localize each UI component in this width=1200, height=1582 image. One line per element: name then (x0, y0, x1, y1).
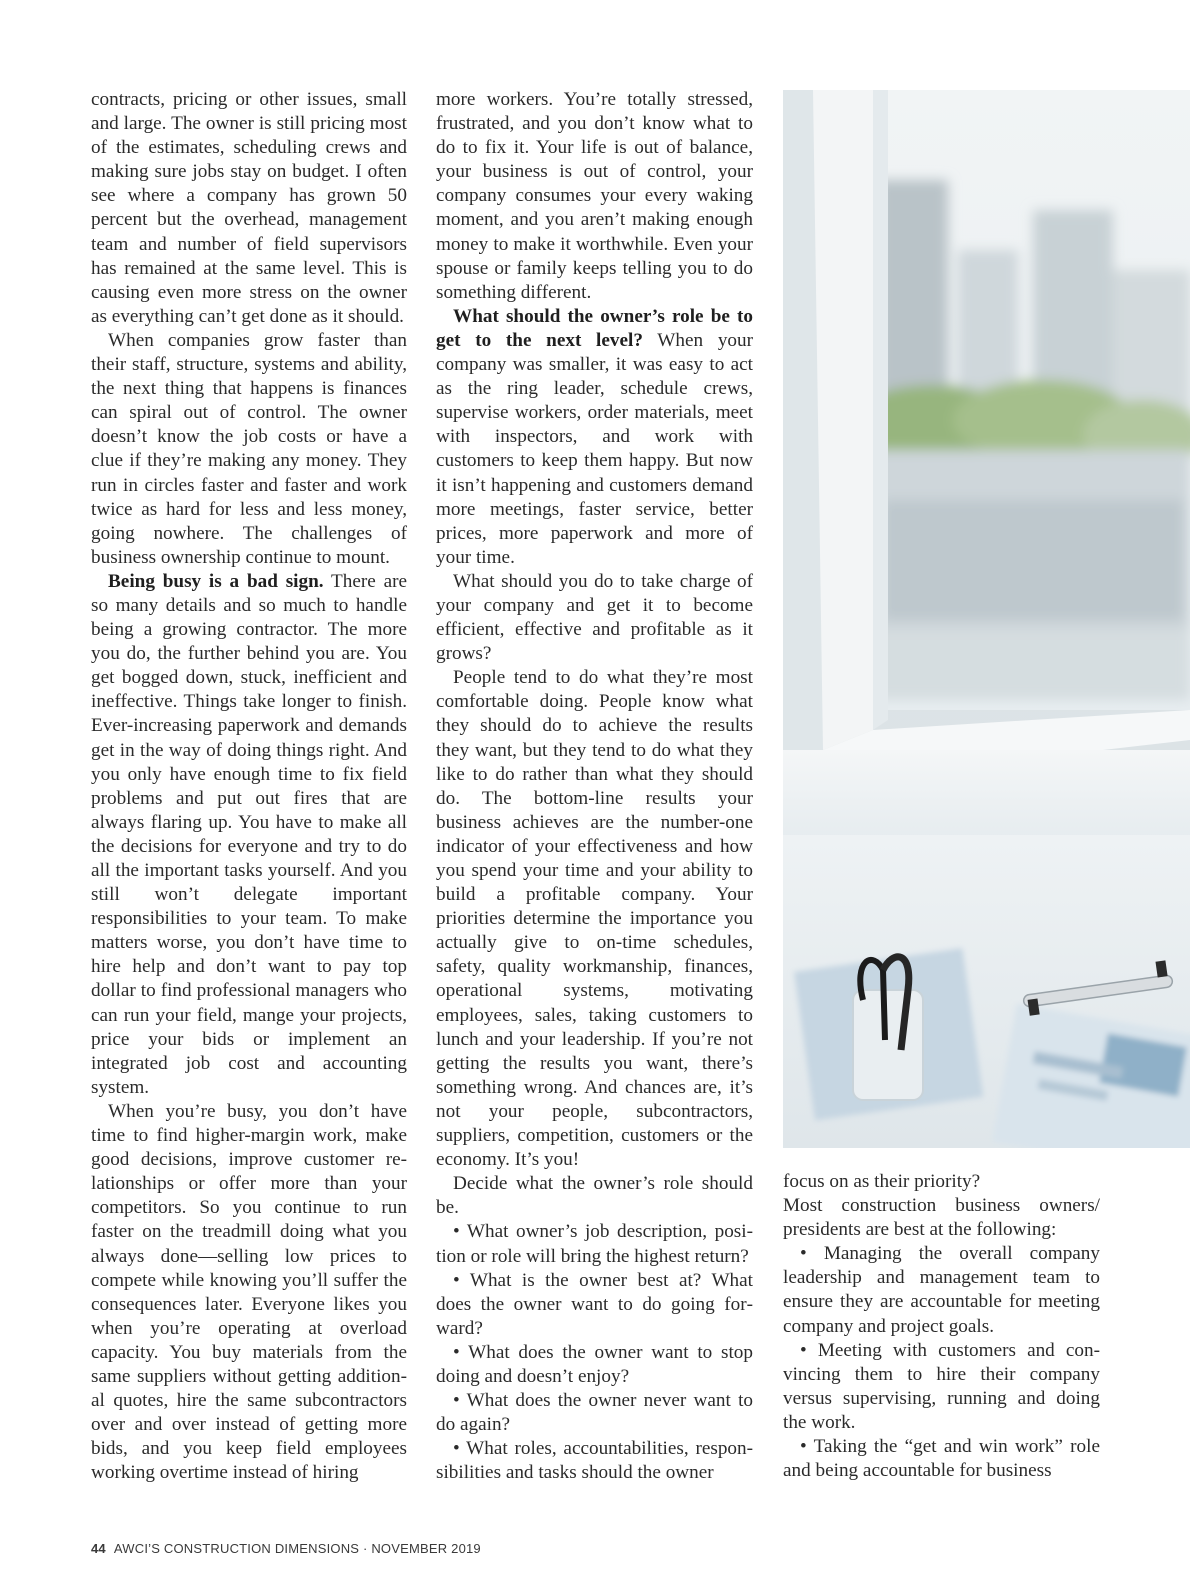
paragraph: When you’re busy, you don’t have time to find higher-margin work, make good decisions, improve customer relationships or offer more than your competitors. So you continue to run faster on the treadmill doing what you always done—selling low prices to compete while knowing you’ll suffer the consequences later. Everyone likes you when you’re operating at overload capacity. You buy materials from the same suppliers without getting additional quotes, hire the same subcontractors over and over instead of getting more bids, and you keep field employees working overtime instead of hiring (91, 1100, 407, 1484)
paragraph: What should you do to take charge of your company and get it to become efficient, effective and profitable as it grows? (436, 570, 753, 665)
bullet-item: • What owner’s job description, position or role will bring the highest return? (436, 1221, 753, 1267)
bullet-item: • Managing the overall company leadership and management team to ensure they are accountable for meeting company and project goals. (783, 1243, 1100, 1337)
article-column-3 (783, 1170, 1100, 1483)
paragraph-heading: What should the owner’s role be to get to the next level? (436, 305, 753, 351)
paragraph-text: When your company was smaller, it was easy to act as the ring leader, schedule crews, supervise workers, order materials, meet with inspectors, and work with customers to keep them happy. But now it isn’t happening and customers demand more meetings, faster service, better prices, more paperwork and more of your time. (436, 329, 753, 568)
paragraph: Decide what the owner’s role should be. (436, 1173, 753, 1219)
paragraph: People tend to do what they’re most comfortable doing. People know what they should do to achieve the results they want, but they tend to do what they like to do rather than what they should do. The bottom-line results your business achieves are the number-one indicator of your effectiveness and how you spend your time and your ability to build a profitable company. Your priorities determine the importance you actually give to on-time schedules, safety, quality workmanship, finances, operational systems, motivating employees, sales, taking customers to lunch and your leadership. If you’re not getting the results you want, there’s something wrong. And chances are, it’s not your people, subcontractors, suppliers, competition, customers or the economy. It’s you! (436, 667, 753, 1171)
page-number: 44 (91, 1541, 106, 1556)
bullet-item: • What does the owner want to stop doing and doesn’t enjoy? (436, 1341, 753, 1387)
article-column-2 (436, 88, 753, 1485)
paragraph: Most construction business owners/ presidents are best at the following: (783, 1195, 1100, 1241)
paragraph: more workers. You’re totally stressed, frustrated, and you don’t know what to do to fix it. Your life is out of balance, your business is out of control, your company consumes your every waking moment, and you aren’t making enough money to make it worthwhile. Even your spouse or family keeps telling you to do something different. (436, 89, 753, 303)
paragraph (91, 570, 407, 1100)
paragraph (436, 305, 753, 570)
page-footer (91, 1541, 481, 1556)
paragraph-heading: Being busy is a bad sign. (108, 570, 324, 592)
bullet-item: • What is the owner best at? What does the owner want to do going forward? (436, 1269, 753, 1339)
bullet-item: • What roles, accountabilities, responsibilities and tasks should the owner (436, 1438, 753, 1484)
paragraph: focus on as their priority? (783, 1171, 981, 1192)
article-column-1 (91, 88, 407, 1485)
office-window-photo (783, 90, 1190, 1148)
paragraph-text: There are so many details and so much to handle being a growing contractor. The more you do, the further behind you are. You get bogged down, stuck, inefficient and ineffective. Things take longer to finish. Ever-increasing paperwork and demands get in the way of doing things right. And you only have enough time to fix field problems and put out fires that are always flaring up. You have to make all the decisions for everyone and try to do all the important tasks yourself. And you still won’t delegate important responsibilities to your team. To make matters worse, you don’t have time to hire help and don’t want to pay top dollar to find professional managers who can run your field, mange your projects, price your bids or implement an integrated job cost and accounting system. (91, 570, 407, 1098)
paragraph: When companies grow faster than their staff, structure, systems and ability, the next thing that happens is finances can spiral out of control. The owner doesn’t know the job costs or have a clue if they’re making any money. They run in circles faster and faster and work twice as hard for less and less money, going nowhere. The challenges of business ownership continue to mount. (91, 329, 407, 568)
bullet-item: • Taking the “get and win work” role and being accountable for business (783, 1436, 1100, 1482)
bullet-item: • What does the owner never want to do again? (436, 1390, 753, 1436)
bullet-item: • Meeting with customers and convincing them to hire their company versus supervising, running and doing the work. (783, 1339, 1100, 1433)
paragraph: contracts, pricing or other issues, small and large. The owner is still pricing most of the estimates, scheduling crews and making sure jobs stay on budget. I often see where a company has grown 50 percent but the overhead, management team and number of field supervisors has remained at the same level. This is causing even more stress on the owner as everything can’t get done as it should. (91, 89, 407, 327)
publication-line: AWCI’S CONSTRUCTION DIMENSIONS · NOVEMBER 2019 (113, 1541, 481, 1556)
